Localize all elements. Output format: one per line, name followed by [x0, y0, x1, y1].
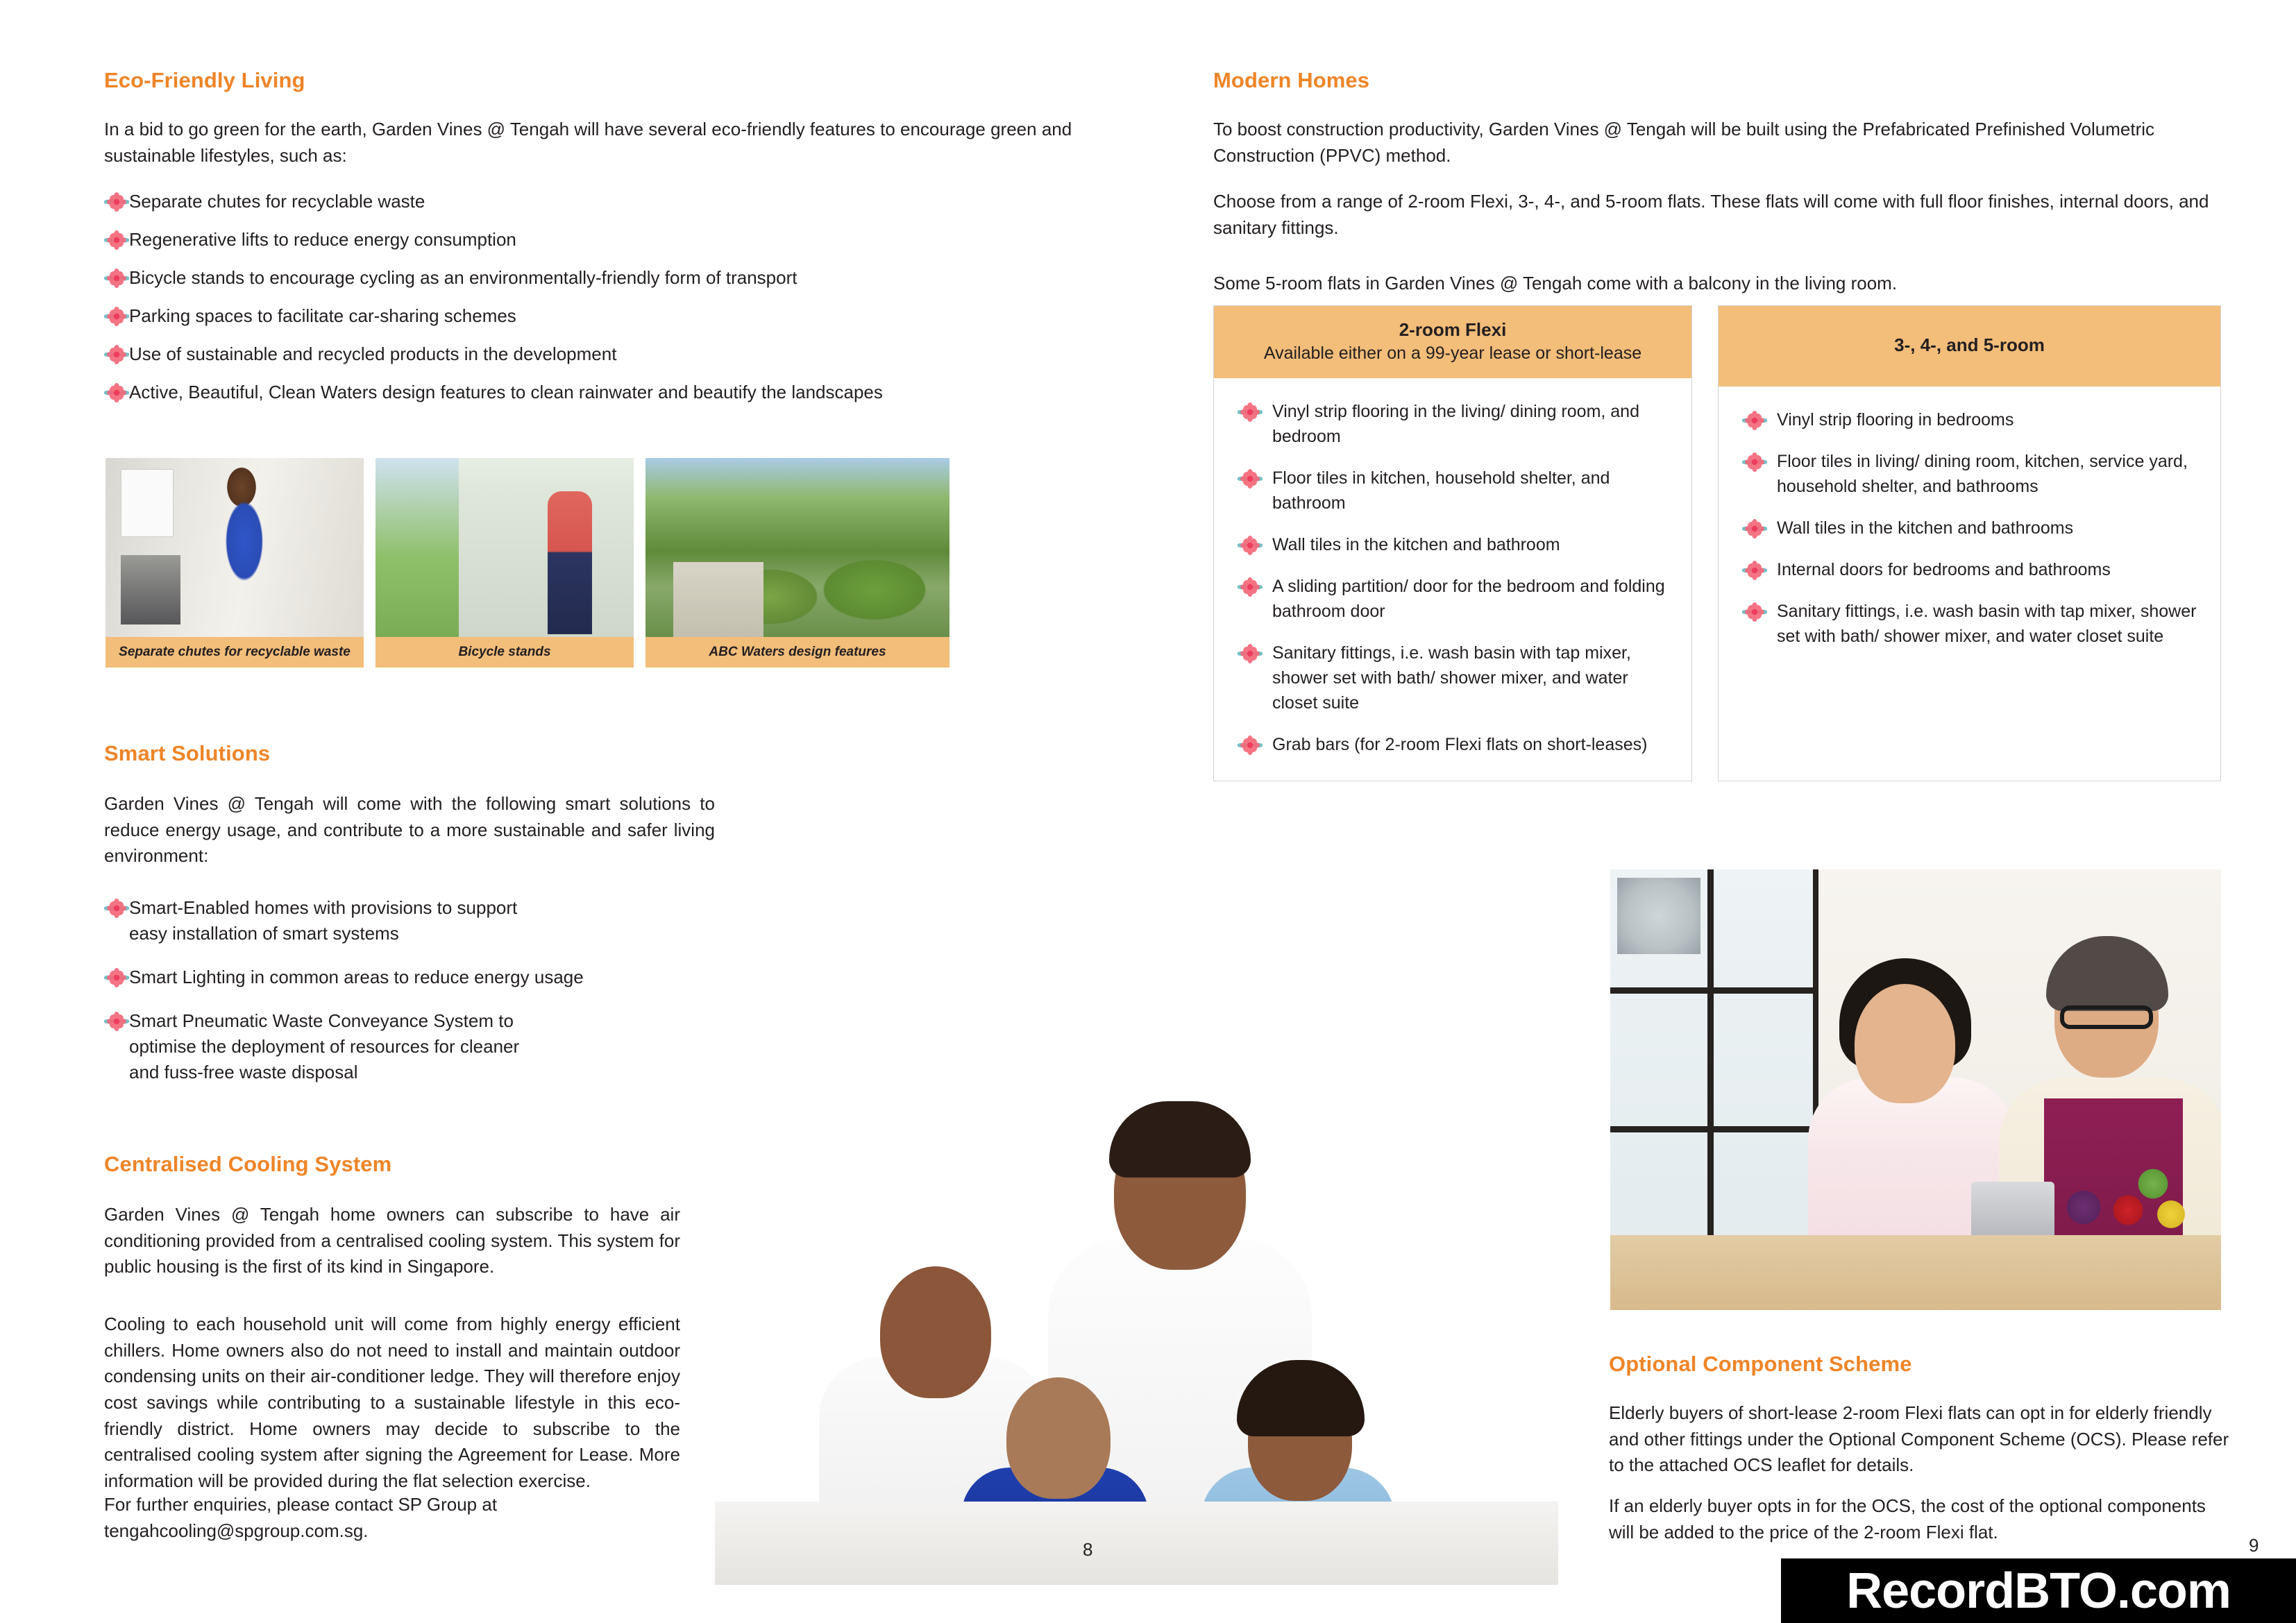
spec-table-title: 3-, 4-, and 5-room [1894, 334, 2045, 355]
list-item-label: Vinyl strip flooring in the living/ dining room, and bedroom [1272, 402, 1639, 447]
list-item-label: Sanitary fittings, i.e. wash basin with tap mixer, shower set with bath/ shower mixer, and water closet suite [1777, 601, 2197, 646]
page-number-left: 8 [1083, 1539, 1093, 1560]
eco-friendly-living-heading: Eco-Friendly Living [104, 68, 305, 92]
flat-specification-tables [1213, 305, 2221, 781]
eco-photo-strip [105, 458, 1111, 668]
bicycle-stands-photo [375, 458, 634, 637]
modern-homes-paragraph-3: Some 5-room flats in Garden Vines @ Tengah come with a balcony in the living room. [1213, 273, 1898, 294]
list-item [104, 265, 1097, 291]
list-item [1238, 399, 1671, 449]
list-item [1238, 466, 1671, 516]
list-item-label: Smart Pneumatic Waste Conveyance System to optimise the deployment of resources for cleaner and fuss-free waste disposal [129, 1010, 520, 1082]
photo-card [105, 458, 364, 668]
list-item-label: Floor tiles in kitchen, household shelter, and bathroom [1272, 468, 1610, 513]
list-item [1238, 532, 1671, 557]
flower-bullet-icon [104, 268, 129, 289]
recycling-chute-photo [105, 458, 364, 637]
photo-caption: Bicycle stands [375, 637, 634, 668]
spec-table-2room-flexi [1213, 305, 1692, 781]
list-item [104, 341, 1097, 367]
centralised-cooling-heading: Centralised Cooling System [104, 1152, 392, 1176]
spec-table-body [1214, 378, 1691, 781]
list-item [1742, 516, 2200, 541]
cooling-paragraph-2: Cooling to each household unit will come from highly energy efficient chillers. Home owners also do not need to install and maintain outdoor condensing units on their air-conditioner ledge. They will therefore enjoy cost savings while contributing to a sustainable lifestyle in this eco-friendly district. Home owners may decide to subscribe to the centralised cooling system after signing the Agreement for Lease. More information will be provided during the flat selection exercise. [104, 1314, 680, 1492]
smart-solutions-bullet-list [104, 895, 729, 1103]
list-item [104, 380, 1097, 405]
spec-table-3-4-5-room [1718, 305, 2221, 781]
modern-homes-heading: Modern Homes [1213, 68, 1370, 92]
flower-bullet-icon [1238, 735, 1263, 756]
list-item-label: Wall tiles in the kitchen and bathroom [1272, 535, 1560, 555]
flower-bullet-icon [104, 898, 129, 919]
list-item [104, 1008, 729, 1085]
flower-bullet-icon [1742, 518, 1767, 539]
cooling-paragraph-1: Garden Vines @ Tengah home owners can subscribe to have air conditioning provided from a centralised cooling system. This system for public housing is the first of its kind in Singapore. [104, 1204, 680, 1277]
flower-bullet-icon [1238, 468, 1263, 489]
spec-table-subtitle: Available either on a 99-year lease or short-lease [1263, 343, 1642, 363]
cooling-contact-paragraph: For further enquiries, please contact SP Group at tengahcooling@spgroup.com.sg. [104, 1494, 498, 1541]
watermark-text: RecordBTO.com [1846, 1563, 2231, 1619]
watermark-banner [1781, 1558, 2296, 1623]
list-item [1742, 449, 2200, 499]
flower-bullet-icon [1742, 560, 1767, 581]
ocs-paragraph-1: Elderly buyers of short-lease 2-room Flexi flats can opt in for elderly friendly and other fittings under the Optional Component Scheme (OCS). Please refer to the attached OCS leaflet for details. [1609, 1402, 2229, 1476]
list-item-label: Sanitary fittings, i.e. wash basin with tap mixer, shower set with bath/ shower mixer, and water closet suite [1272, 643, 1631, 713]
list-item [104, 303, 1097, 329]
smart-solutions-heading: Smart Solutions [104, 741, 271, 765]
photo-caption: Separate chutes for recyclable waste [105, 637, 364, 668]
smart-solutions-intro-paragraph: Garden Vines @ Tengah will come with the following smart solutions to reduce energy usage, and contribute to a more sustainable and safer living environment: [104, 793, 715, 867]
list-item [104, 965, 729, 990]
list-item-label: Smart Lighting in common areas to reduce energy usage [129, 966, 584, 987]
modern-homes-paragraph-1: To boost construction productivity, Garden Vines @ Tengah will be built using the Prefabricated Prefinished Volumetric Construction (PPVC) method. [1213, 119, 2155, 166]
eco-friendly-bullet-list [104, 189, 1097, 417]
flower-bullet-icon [104, 192, 129, 212]
spec-table-body [1719, 386, 2220, 695]
list-item-label: Use of sustainable and recycled products in the development [129, 343, 617, 364]
list-item-label: Smart-Enabled homes with provisions to support easy installation of smart systems [129, 897, 518, 944]
flower-bullet-icon [104, 1011, 129, 1032]
flower-bullet-icon [1238, 643, 1263, 664]
list-item [1742, 599, 2200, 649]
optional-component-scheme-heading: Optional Component Scheme [1609, 1352, 1912, 1376]
list-item-label: Separate chutes for recyclable waste [129, 191, 425, 212]
photo-caption: ABC Waters design features [645, 637, 949, 668]
flower-bullet-icon [104, 306, 129, 327]
eco-friendly-intro-paragraph: In a bid to go green for the earth, Garden Vines @ Tengah will have several eco-friendly features to encourage green and sustainable lifestyles, such as: [104, 119, 1072, 166]
flower-bullet-icon [1238, 402, 1263, 423]
list-item-label: Floor tiles in living/ dining room, kitchen, service yard, household shelter, and bathrooms [1777, 451, 2188, 496]
list-item-label: Grab bars (for 2-room Flexi flats on short-leases) [1272, 735, 1648, 755]
modern-homes-paragraph-2: Choose from a range of 2-room Flexi, 3-, 4-, and 5-room flats. These flats will come with full floor finishes, internal doors, and sanitary fittings. [1213, 191, 2209, 238]
list-item-label: Active, Beautiful, Clean Waters design features to clean rainwater and beautify the landscapes [129, 381, 883, 402]
flower-bullet-icon [1742, 602, 1767, 622]
flower-bullet-icon [104, 382, 129, 403]
list-item-label: Regenerative lifts to reduce energy consumption [129, 228, 516, 250]
list-item [1238, 732, 1671, 757]
flower-bullet-icon [1238, 535, 1263, 556]
list-item [104, 227, 1097, 253]
spec-table-header [1719, 306, 2220, 386]
family-photo [715, 940, 1558, 1585]
ocs-paragraph-2: If an elderly buyer opts in for the OCS, the cost of the optional components will be added to the price of the 2-room Flexi flat. [1609, 1495, 2206, 1543]
photo-card [645, 458, 949, 668]
list-item [1742, 557, 2200, 582]
flower-bullet-icon [104, 967, 129, 988]
flower-bullet-icon [104, 230, 129, 250]
flower-bullet-icon [1742, 452, 1767, 473]
flower-bullet-icon [104, 344, 129, 365]
abc-waters-photo [645, 458, 949, 637]
flower-bullet-icon [1238, 577, 1263, 597]
list-item-label: Vinyl strip flooring in bedrooms [1777, 409, 2014, 430]
photo-card [375, 458, 634, 668]
list-item [104, 189, 1097, 214]
spec-table-header [1214, 306, 1691, 378]
list-item-label: Internal doors for bedrooms and bathrooms [1777, 559, 2111, 579]
list-item [1742, 407, 2200, 432]
list-item-label: Wall tiles in the kitchen and bathrooms [1777, 518, 2074, 538]
spec-table-title: 2-room Flexi [1399, 319, 1507, 340]
list-item-label: A sliding partition/ door for the bedroom and folding bathroom door [1272, 577, 1665, 622]
list-item [1238, 574, 1671, 624]
list-item [1238, 640, 1671, 715]
list-item [104, 895, 729, 946]
list-item-label: Bicycle stands to encourage cycling as an environmentally-friendly form of transport [129, 266, 797, 288]
elderly-couple-cooking-photo [1610, 869, 2221, 1310]
flower-bullet-icon [1742, 410, 1767, 431]
list-item-label: Parking spaces to facilitate car-sharing schemes [129, 305, 516, 326]
page-number-right: 9 [2249, 1535, 2259, 1556]
